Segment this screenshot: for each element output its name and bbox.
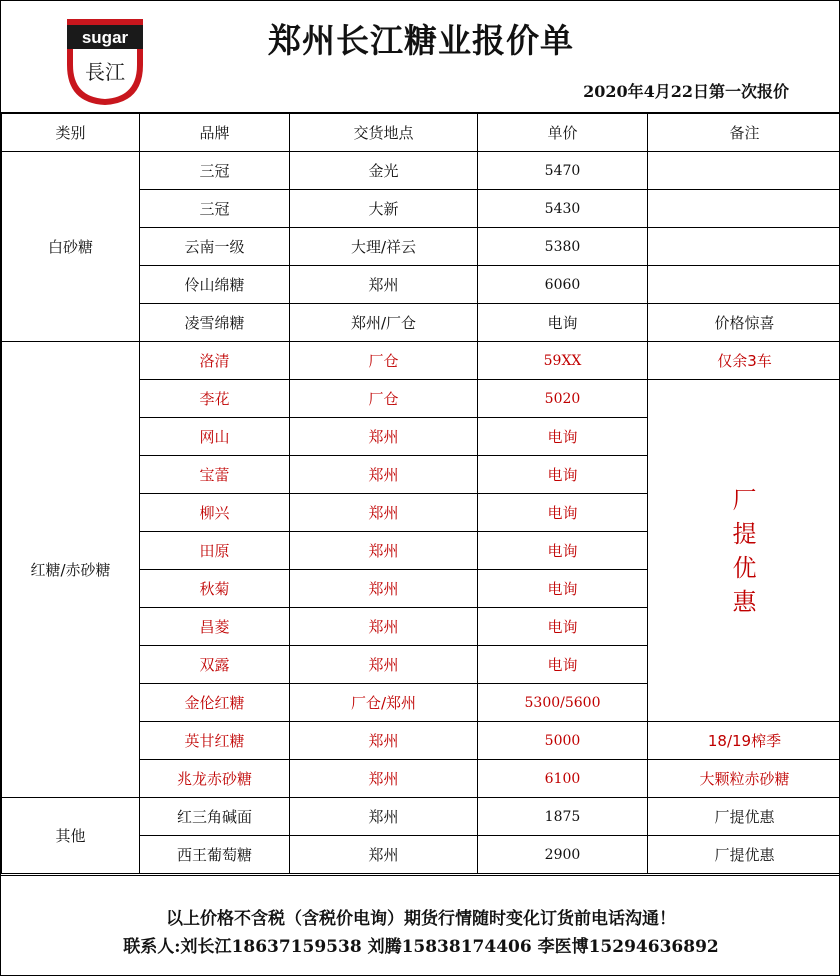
logo-script-text: 長江 [85,60,125,84]
brand-cell: 金伦红糖 [140,684,290,722]
location-cell: 郑州 [290,760,478,798]
price-cell: 1875 [478,798,648,836]
category-cell: 白砂糖 [2,152,140,342]
price-cell: 电询 [478,494,648,532]
price-cell: 电询 [478,532,648,570]
price-cell: 2900 [478,836,648,874]
category-cell: 红糖/赤砂糖 [2,342,140,798]
remark-cell: 大颗粒赤砂糖 [648,760,840,798]
header-price: 单价 [478,114,648,152]
remark-cell [648,190,840,228]
brand-cell: 昌菱 [140,608,290,646]
location-cell: 郑州 [290,798,478,836]
brand-cell: 凌雪绵糖 [140,304,290,342]
location-cell: 大新 [290,190,478,228]
price-cell: 电询 [478,304,648,342]
merged-remark-char: 提 [732,519,757,548]
price-cell: 6100 [478,760,648,798]
location-cell: 郑州 [290,266,478,304]
header-category: 类别 [2,114,140,152]
location-cell: 郑州 [290,532,478,570]
brand-cell: 兆龙赤砂糖 [140,760,290,798]
remark-cell: 18/19榨季 [648,722,840,760]
price-cell: 5020 [478,380,648,418]
price-cell: 电询 [478,570,648,608]
brand-cell: 英甘红糖 [140,722,290,760]
location-cell: 郑州 [290,494,478,532]
category-cell: 其他 [2,798,140,874]
remark-cell [648,152,840,190]
remark-cell: 价格惊喜 [648,304,840,342]
price-cell: 5470 [478,152,648,190]
brand-cell: 西王葡萄糖 [140,836,290,874]
merged-remark-cell [648,380,840,722]
location-cell: 郑州 [290,608,478,646]
brand-cell: 双露 [140,646,290,684]
quote-date: 2020年4月22日第一次报价 [583,82,789,101]
price-cell: 电询 [478,418,648,456]
header [1,1,840,113]
remark-cell: 厂提优惠 [648,798,840,836]
table-row [2,342,840,380]
price-cell: 5380 [478,228,648,266]
price-cell: 5000 [478,722,648,760]
footer [1,875,840,976]
location-cell: 大理/祥云 [290,228,478,266]
brand-cell: 三冠 [140,152,290,190]
brand-cell: 网山 [140,418,290,456]
location-cell: 郑州 [290,836,478,874]
merged-remark-char: 优 [732,553,757,582]
brand-cell: 李花 [140,380,290,418]
location-cell: 郑州 [290,646,478,684]
remark-cell [648,228,840,266]
brand-cell: 三冠 [140,190,290,228]
location-cell: 郑州 [290,570,478,608]
price-cell: 5430 [478,190,648,228]
header-location: 交货地点 [290,114,478,152]
table-row [2,798,840,836]
sugar-logo [63,15,147,107]
merged-remark-char: 惠 [732,587,757,616]
footer-contacts: 联系人:刘长江18637159538 刘腾15838174406 李医博15294636892 [123,937,719,957]
brand-cell: 红三角碱面 [140,798,290,836]
price-cell: 电询 [478,456,648,494]
merged-remark-char: 厂 [732,485,757,514]
brand-cell: 秋菊 [140,570,290,608]
page-title: 郑州长江糖业报价单 [268,21,574,60]
location-cell: 郑州 [290,722,478,760]
location-cell: 郑州 [290,456,478,494]
price-table [1,113,840,874]
price-cell: 电询 [478,646,648,684]
location-cell: 厂仓 [290,342,478,380]
brand-cell: 伶山绵糖 [140,266,290,304]
price-cell: 电询 [478,608,648,646]
price-cell: 5300/5600 [478,684,648,722]
location-cell: 厂仓/郑州 [290,684,478,722]
footer-note: 以上价格不含税（含税价电询）期货行情随时变化订货前电话沟通！ [166,909,676,929]
price-cell: 59XX [478,342,648,380]
brand-cell: 柳兴 [140,494,290,532]
header-remark: 备注 [648,114,840,152]
remark-cell [648,266,840,304]
brand-cell: 宝蕾 [140,456,290,494]
brand-cell: 云南一级 [140,228,290,266]
price-cell: 6060 [478,266,648,304]
location-cell: 厂仓 [290,380,478,418]
header-brand: 品牌 [140,114,290,152]
table-header-row [2,114,840,152]
logo-brand-text: sugar [81,28,129,47]
location-cell: 郑州 [290,418,478,456]
remark-cell: 厂提优惠 [648,836,840,874]
table-row [2,152,840,190]
remark-cell: 仅余3车 [648,342,840,380]
brand-cell: 洛清 [140,342,290,380]
location-cell: 郑州/厂仓 [290,304,478,342]
location-cell: 金光 [290,152,478,190]
brand-cell: 田原 [140,532,290,570]
